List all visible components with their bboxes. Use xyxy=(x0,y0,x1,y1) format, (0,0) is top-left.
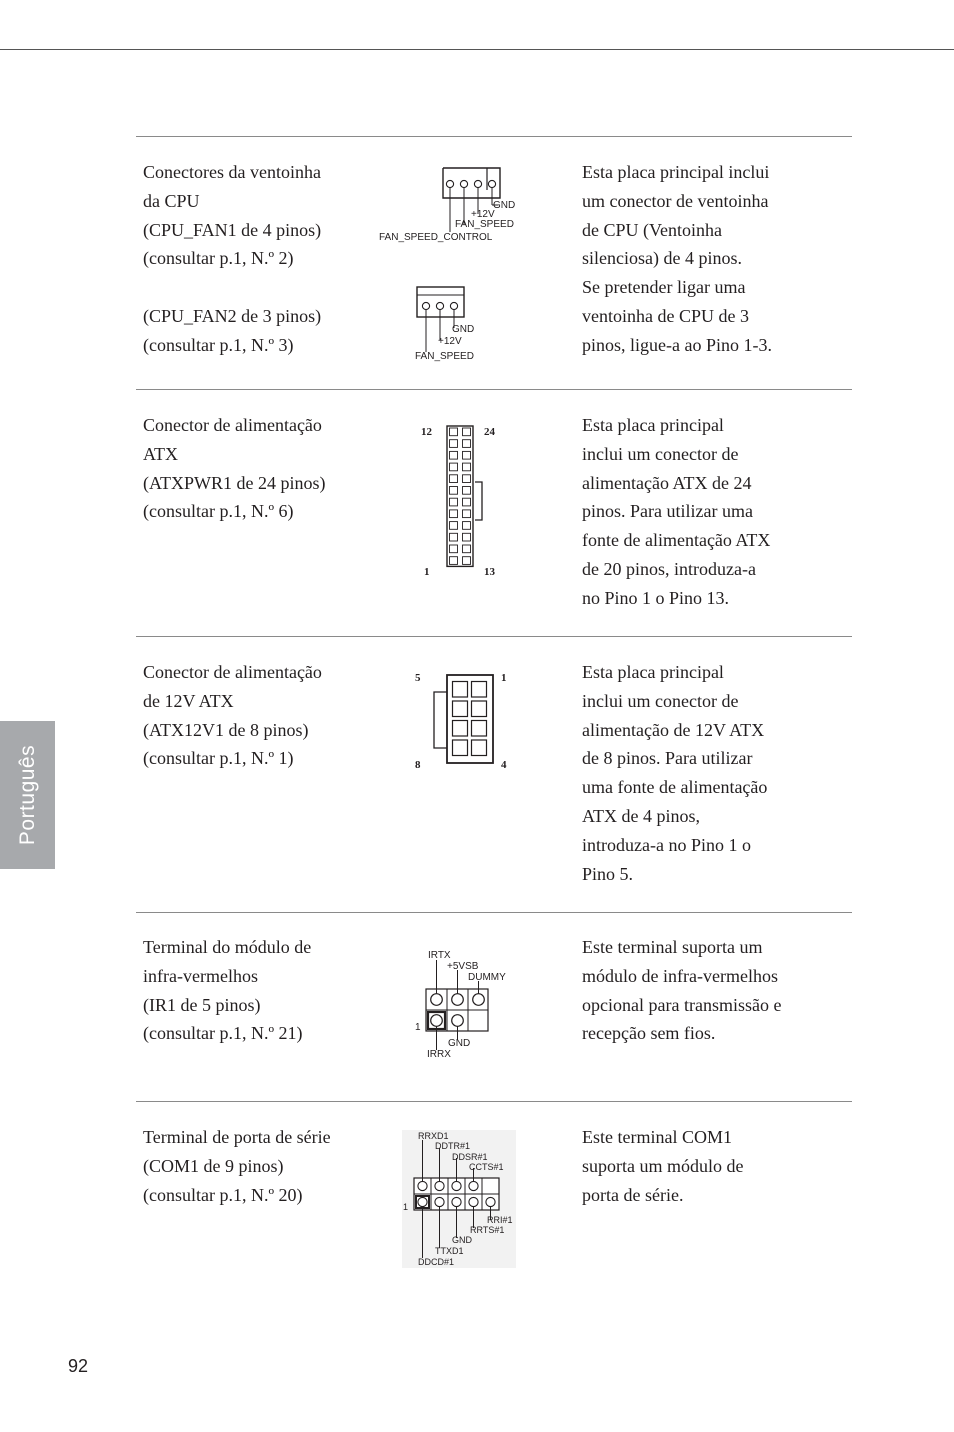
ir-header-diagram xyxy=(412,944,522,1062)
text-line: alimentação de 12V ATX xyxy=(582,719,765,740)
text-line: ventoinha de CPU de 3 xyxy=(582,305,749,326)
connector-pin xyxy=(453,721,468,737)
connector-pin xyxy=(472,682,487,698)
cpu-fan2-diagram xyxy=(412,284,502,366)
connector-pin xyxy=(450,487,458,495)
pin-label: 1 xyxy=(424,566,430,578)
connector-pin xyxy=(453,701,468,717)
connector-pin xyxy=(463,428,471,436)
connector-pin xyxy=(450,533,458,541)
pin-label: 1 xyxy=(501,672,507,684)
atx12v-connector-diagram xyxy=(410,666,520,776)
connector-pin xyxy=(472,701,487,717)
text-line: (consultar p.1, N.º 3) xyxy=(143,334,294,355)
text-line: de CPU (Ventoinha xyxy=(582,219,722,240)
connector-pin xyxy=(453,682,468,698)
language-tab-label: Português xyxy=(15,744,39,846)
language-tab xyxy=(0,721,55,869)
fan-speed-label: FAN_SPEED xyxy=(455,219,514,230)
text-line: infra-vermelhos xyxy=(143,965,258,986)
atx-power-title xyxy=(143,411,326,526)
text-line: de 20 pinos, introduza-a xyxy=(582,558,756,579)
section-divider xyxy=(136,912,852,913)
connector-pin xyxy=(450,510,458,518)
gnd-label: GND xyxy=(448,1038,471,1049)
pin-label: 5 xyxy=(415,672,421,684)
text-line: Se pretender ligar uma xyxy=(582,277,746,298)
connector-pin xyxy=(463,510,471,518)
text-line: de 12V ATX xyxy=(143,690,234,711)
v12-label: +12V xyxy=(438,336,462,347)
rrts1-label: RRTS#1 xyxy=(470,1225,505,1235)
text-line: Esta placa principal xyxy=(582,415,724,435)
cpu-fan-description xyxy=(582,158,772,360)
text-line: (consultar p.1, N.º 20) xyxy=(143,1184,303,1205)
atx12v-description xyxy=(582,658,767,888)
connector-pin xyxy=(472,721,487,737)
text-line: inclui um conector de xyxy=(582,443,739,464)
text-line: (consultar p.1, N.º 1) xyxy=(143,748,294,769)
connector-pin xyxy=(450,545,458,553)
text-line: (CPU_FAN1 de 4 pinos) xyxy=(143,219,322,240)
text-line: suporta um módulo de xyxy=(582,1155,744,1176)
irtx-label: IRTX xyxy=(428,950,451,961)
text-line: porta de série. xyxy=(582,1184,684,1205)
header-rule xyxy=(0,49,954,50)
pin-label: 13 xyxy=(484,566,495,578)
connector-pin xyxy=(463,498,471,506)
text-line: inclui um conector de xyxy=(582,690,739,711)
text-line: módulo de infra-vermelhos xyxy=(582,965,778,986)
com-header-diagram xyxy=(402,1130,518,1268)
text-line: Terminal do módulo de xyxy=(143,937,312,957)
ddtr1-label: DDTR#1 xyxy=(435,1141,471,1151)
gnd-label: GND xyxy=(452,324,475,335)
ddcd1-label: DDCD#1 xyxy=(418,1257,455,1267)
text-line: Esta placa principal inclui xyxy=(582,162,770,182)
connector-pin xyxy=(450,463,458,471)
atx-power-description xyxy=(582,411,770,613)
rrxd1-label: RRXD1 xyxy=(418,1131,449,1141)
text-line: Conector de alimentação xyxy=(143,415,322,435)
ir-header-description xyxy=(582,933,781,1048)
connector-pin xyxy=(463,487,471,495)
text-line: pinos, ligue-a ao Pino 1-3. xyxy=(582,334,772,355)
cpu-fan-title xyxy=(143,158,321,360)
cpu-fan1-diagram xyxy=(376,160,546,244)
gnd-label: GND xyxy=(452,1235,472,1245)
text-line: recepção sem fios. xyxy=(582,1023,716,1044)
text-line: da CPU xyxy=(143,190,200,211)
connector-pin xyxy=(463,533,471,541)
pin1-label: 1 xyxy=(415,1022,421,1033)
fan-speed-label: FAN_SPEED xyxy=(415,351,474,362)
connector-pin xyxy=(453,740,468,756)
text-line: no Pino 1 o Pino 13. xyxy=(582,587,730,608)
text-line: alimentação ATX de 24 xyxy=(582,472,752,493)
connector-pin xyxy=(463,545,471,553)
text-line: (consultar p.1, N.º 6) xyxy=(143,501,294,522)
text-line: opcional para transmissão e xyxy=(582,994,782,1015)
atx24-connector-diagram xyxy=(416,420,506,584)
com-header-title xyxy=(143,1123,331,1209)
connector-pin xyxy=(463,557,471,565)
ir-header-title xyxy=(143,933,311,1048)
irrx-label: IRRX xyxy=(427,1049,451,1060)
text-line: Este terminal COM1 xyxy=(582,1127,732,1147)
ddsr1-label: DDSR#1 xyxy=(452,1152,488,1162)
connector-pin xyxy=(463,475,471,483)
pin-label: 4 xyxy=(501,759,507,771)
text-line: (COM1 de 9 pinos) xyxy=(143,1155,284,1176)
text-line: Conectores da ventoinha xyxy=(143,162,321,182)
section-divider xyxy=(136,136,852,137)
text-line: (IR1 de 5 pinos) xyxy=(143,994,261,1015)
text-line: Terminal de porta de série xyxy=(143,1127,331,1147)
text-line: ATX de 4 pinos, xyxy=(582,805,700,826)
atx12v-title xyxy=(143,658,322,773)
v12-label: +12V xyxy=(471,209,495,220)
connector-pin xyxy=(463,463,471,471)
connector-pin xyxy=(450,451,458,459)
text-line: (consultar p.1, N.º 2) xyxy=(143,248,294,269)
connector-pin xyxy=(450,440,458,448)
pin1-label: 1 xyxy=(403,1202,409,1212)
pin-label: 12 xyxy=(421,426,432,438)
connector-pin xyxy=(450,498,458,506)
text-line: um conector de ventoinha xyxy=(582,190,769,211)
section-divider xyxy=(136,389,852,390)
connector-pin xyxy=(463,451,471,459)
text-line: (consultar p.1, N.º 21) xyxy=(143,1023,303,1044)
rri1-label: RRI#1 xyxy=(487,1215,513,1225)
page-number: 92 xyxy=(68,1356,89,1376)
connector-pin xyxy=(450,522,458,530)
connector-pin xyxy=(450,428,458,436)
5vsb-label: +5VSB xyxy=(447,961,479,972)
text-line: silenciosa) de 4 pinos. xyxy=(582,248,742,269)
section-divider xyxy=(136,636,852,637)
connector-pin xyxy=(450,557,458,565)
ttxd1-label: TTXD1 xyxy=(435,1246,464,1256)
text-line: uma fonte de alimentação xyxy=(582,777,768,798)
fan-speed-control-label: FAN_SPEED_CONTROL xyxy=(379,232,493,243)
text-line: introduza-a no Pino 1 o xyxy=(582,834,751,855)
text-line: Esta placa principal xyxy=(582,662,724,682)
text-line: ATX xyxy=(143,443,178,464)
text-line: (ATXPWR1 de 24 pinos) xyxy=(143,472,326,493)
text-line: (ATX12V1 de 8 pinos) xyxy=(143,719,309,740)
connector-pin xyxy=(463,522,471,530)
connector-pin xyxy=(463,440,471,448)
text-line: pinos. Para utilizar uma xyxy=(582,501,753,522)
ccts1-label: CCTS#1 xyxy=(469,1162,504,1172)
connector-pin xyxy=(472,740,487,756)
gnd-label: GND xyxy=(493,200,516,211)
section-divider xyxy=(136,1101,852,1102)
connector-pin xyxy=(450,475,458,483)
pin-label: 8 xyxy=(415,759,421,771)
dummy-label: DUMMY xyxy=(468,972,506,983)
text-line: Conector de alimentação xyxy=(143,662,322,682)
text-line: Este terminal suporta um xyxy=(582,937,763,957)
text-line: de 8 pinos. Para utilizar xyxy=(582,748,753,769)
pin-label: 24 xyxy=(484,426,495,438)
text-line: (CPU_FAN2 de 3 pinos) xyxy=(143,305,322,326)
text-line: fonte de alimentação ATX xyxy=(582,530,771,551)
com-header-description xyxy=(582,1123,743,1209)
text-line: Pino 5. xyxy=(582,863,634,884)
